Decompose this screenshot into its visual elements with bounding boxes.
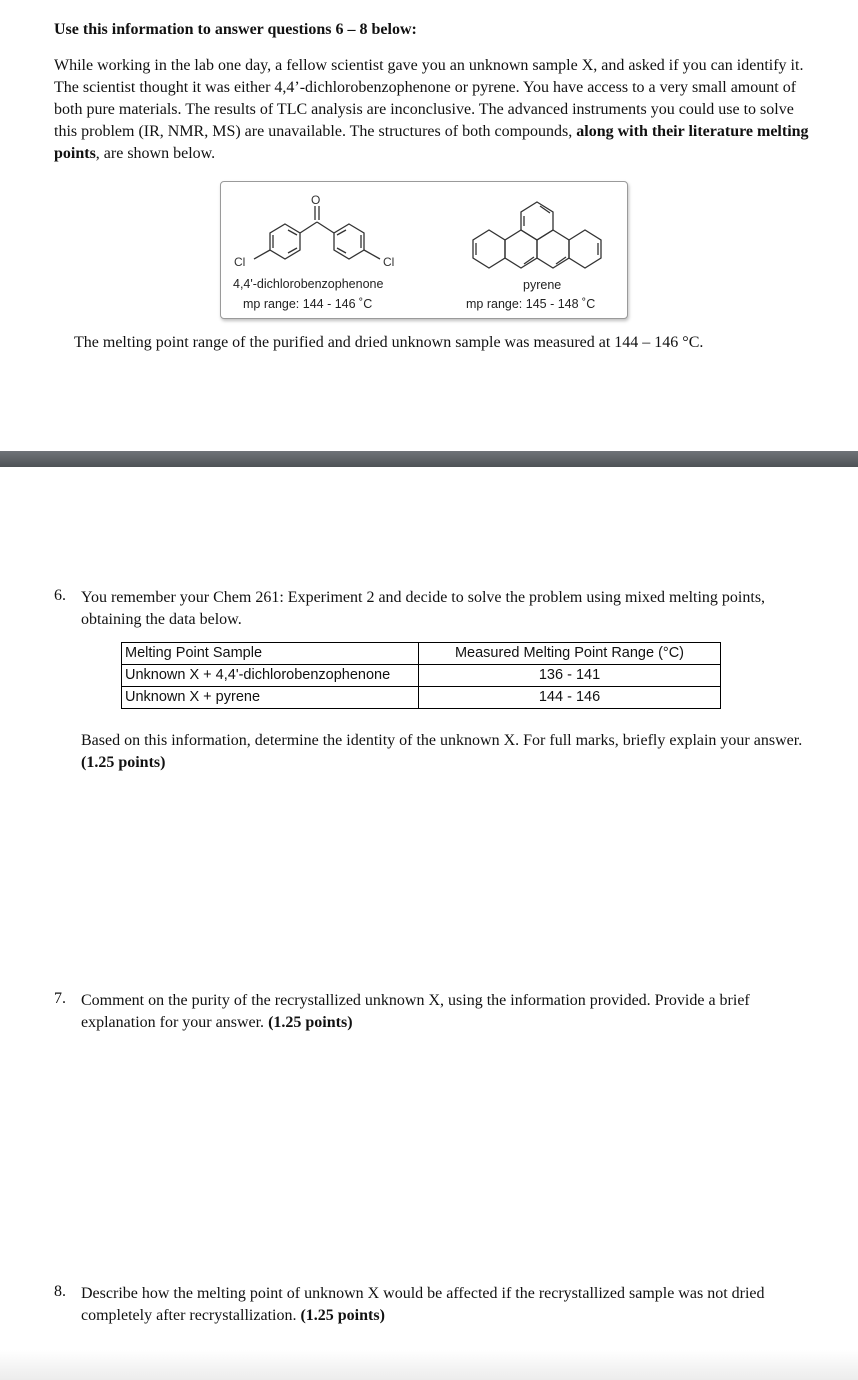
compound1-mp: mp range: 144 - 146 ˚C bbox=[243, 297, 373, 311]
question-7-text: Comment on the purity of the recrystallized unknown X, using the information provided. Provide a brief explanation for your answer. bbox=[81, 992, 750, 1031]
intro-bold-text: along with their literature melting points bbox=[54, 123, 809, 162]
question-7-number: 7. bbox=[54, 990, 66, 1007]
compound2-name: pyrene bbox=[523, 278, 562, 292]
intro-paragraph bbox=[54, 55, 814, 165]
question-6-points: (1.25 points) bbox=[81, 754, 166, 771]
question-6-followup bbox=[81, 730, 811, 774]
chlorine-left-label: Cl bbox=[234, 255, 246, 269]
mixed-mp-table bbox=[121, 642, 721, 709]
table-cell: 136 - 141 bbox=[419, 665, 721, 687]
page-divider bbox=[0, 451, 858, 467]
table-header: Melting Point Sample bbox=[122, 643, 419, 665]
question-7 bbox=[81, 990, 811, 1034]
compound2-mp: mp range: 145 - 148 ˚C bbox=[466, 297, 596, 311]
table-row bbox=[122, 665, 721, 687]
table-header-row bbox=[122, 643, 721, 665]
structures-figure bbox=[220, 181, 628, 319]
chlorine-right-label: Cl bbox=[383, 255, 395, 269]
oxygen-label: O bbox=[311, 193, 321, 207]
pyrene-structure bbox=[473, 202, 601, 268]
page-bottom-shadow bbox=[0, 1350, 858, 1380]
dichlorobenzophenone-structure bbox=[254, 206, 380, 259]
table-cell: 144 - 146 bbox=[419, 687, 721, 709]
table-cell: Unknown X + 4,4'-dichlorobenzophenone bbox=[122, 665, 419, 687]
question-6-followup-text: Based on this information, determine the identity of the unknown X. For full marks, briefly explain your answer. bbox=[81, 732, 803, 749]
unknown-mp-note: The melting point range of the purified and dried unknown sample was measured at 144 – 146 °C. bbox=[74, 334, 704, 351]
section-heading: Use this information to answer questions 6 – 8 below: bbox=[54, 21, 417, 38]
question-8-number: 8. bbox=[54, 1283, 66, 1300]
question-7-points: (1.25 points) bbox=[268, 1014, 353, 1031]
compound1-name: 4,4'-dichlorobenzophenone bbox=[233, 277, 384, 291]
question-8-text: Describe how the melting point of unknown X would be affected if the recrystallized sample was not dried completely after recrystallization. bbox=[81, 1285, 765, 1324]
question-6-number: 6. bbox=[54, 587, 66, 604]
question-8-points: (1.25 points) bbox=[300, 1307, 385, 1324]
intro-text-end: , are shown below. bbox=[95, 145, 216, 162]
intro-text: While working in the lab one day, a fellow scientist gave you an unknown sample X, and asked if you can identify it. The scientist thought it was either 4,4’-dichlorobenzophenone or pyrene. You have access to a very small amount of both pure materials. The results of TLC analysis are inconclusive. The advanced instruments you could use to solve this problem (IR, NMR, MS) are unavailable. The structures of both compounds, bbox=[54, 57, 804, 140]
table-row bbox=[122, 687, 721, 709]
table-header: Measured Melting Point Range (°C) bbox=[419, 643, 721, 665]
question-8 bbox=[81, 1283, 811, 1327]
question-6-text: You remember your Chem 261: Experiment 2 and decide to solve the problem using mixed melting points, obtaining the data below. bbox=[81, 589, 766, 628]
table-cell: Unknown X + pyrene bbox=[122, 687, 419, 709]
